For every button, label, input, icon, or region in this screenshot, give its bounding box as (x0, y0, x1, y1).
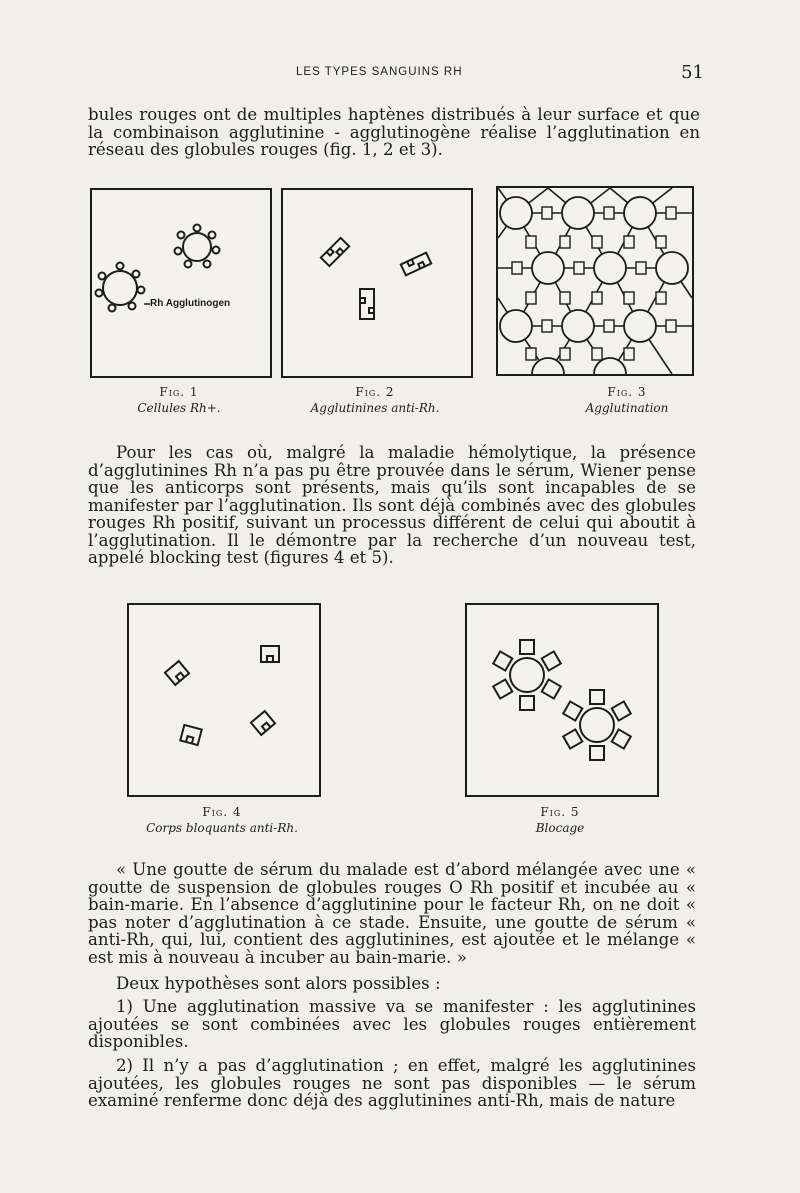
figure-3 (496, 186, 694, 376)
figure-2-caption (281, 384, 469, 416)
figure-1-caption (90, 384, 268, 416)
rh-agglutinogen-label: Rh Agglutinogen (150, 298, 231, 309)
figure-1-drawing (92, 190, 270, 376)
rh-cell-lower (96, 263, 145, 312)
page-header (88, 62, 704, 86)
figure-5-number: Fig. 5 (540, 805, 580, 819)
figure-3-caption (530, 384, 724, 416)
blocked-cell-lower (563, 690, 631, 760)
figure-4-caption (127, 804, 317, 836)
figure-2 (281, 188, 473, 378)
agglutinin-molecule (321, 238, 431, 319)
figure-1-number: Fig. 1 (159, 385, 199, 399)
figure-4-number: Fig. 4 (202, 805, 242, 819)
figure-5 (465, 603, 659, 797)
blocking-antibodies (165, 646, 279, 745)
figure-2-number: Fig. 2 (355, 385, 395, 399)
figure-3-title: Agglutination (585, 401, 669, 415)
paragraph-1: bules rouges ont de multiples haptènes distribués à leur surface et que la combinaison agglutinine - agglutinogène réalise l’agglutination en réseau des globules rouges (fig. 1, 2 et 3). (88, 105, 700, 159)
rh-cell-upper (175, 225, 220, 268)
page-number: 51 (681, 62, 704, 83)
figure-2-drawing (283, 190, 471, 376)
paragraph-3-quotation: « Une goutte de sérum du malade est d’abord mélangée avec une « goutte de suspension de globules rouges O Rh positif et incubée au « bain-marie. En l’absence d’agglutinine pour le facteur Rh, on ne doit « pas noter d’agglutination à ce stade. Ensuite, une goutte de sérum « anti-Rh, qui, lui, contient des agglutinines, est ajoutée et le mélange « est mis à nouveau à incuber au bain-marie. » (88, 860, 696, 967)
figure-4 (127, 603, 321, 797)
figure-2-title: Agglutinines anti-Rh. (310, 401, 440, 415)
figure-5-caption (465, 804, 655, 836)
paragraph-6: 2) Il n’y a pas d’agglutination ; en effet, malgré les agglutinines ajoutées, les globules rouges ne sont pas disponibles — le sérum examiné renferme donc déjà des agglutinines anti-Rh, mais de nature (88, 1056, 696, 1110)
figure-1-title: Cellules Rh+. (137, 401, 221, 415)
paragraph-4: Deux hypothèses sont alors possibles : (116, 974, 441, 993)
figure-3-drawing (498, 188, 692, 374)
figure-4-drawing (129, 605, 319, 795)
figure-4-title: Corps bloquants anti-Rh. (146, 821, 298, 835)
figure-1 (90, 188, 272, 378)
figure-5-title: Blocage (535, 821, 585, 835)
paragraph-5: 1) Une agglutination massive va se manifester : les agglutinines ajoutées se sont combinées avec les globules rouges entièrement disponibles. (88, 997, 696, 1051)
figure-5-drawing (467, 605, 657, 795)
blocked-cell-upper (493, 640, 561, 710)
figure-3-number: Fig. 3 (607, 385, 647, 399)
paragraph-2: Pour les cas où, malgré la maladie hémolytique, la présence d’agglutinines Rh n’a pas pu être prouvée dans le sérum, Wiener pense que les anticorps sont présents, mais qu’ils sont incapables de se manifester par l’agglutination. Ils sont déjà combinés avec des globules rouges Rh positif, suivant un processus différent de celui qui aboutit à l’agglutination. Il le démontre par la recherche d’un nouveau test, appelé blocking test (figures 4 et 5). (88, 443, 696, 567)
running-title: LES TYPES SANGUINS RH (296, 66, 463, 78)
